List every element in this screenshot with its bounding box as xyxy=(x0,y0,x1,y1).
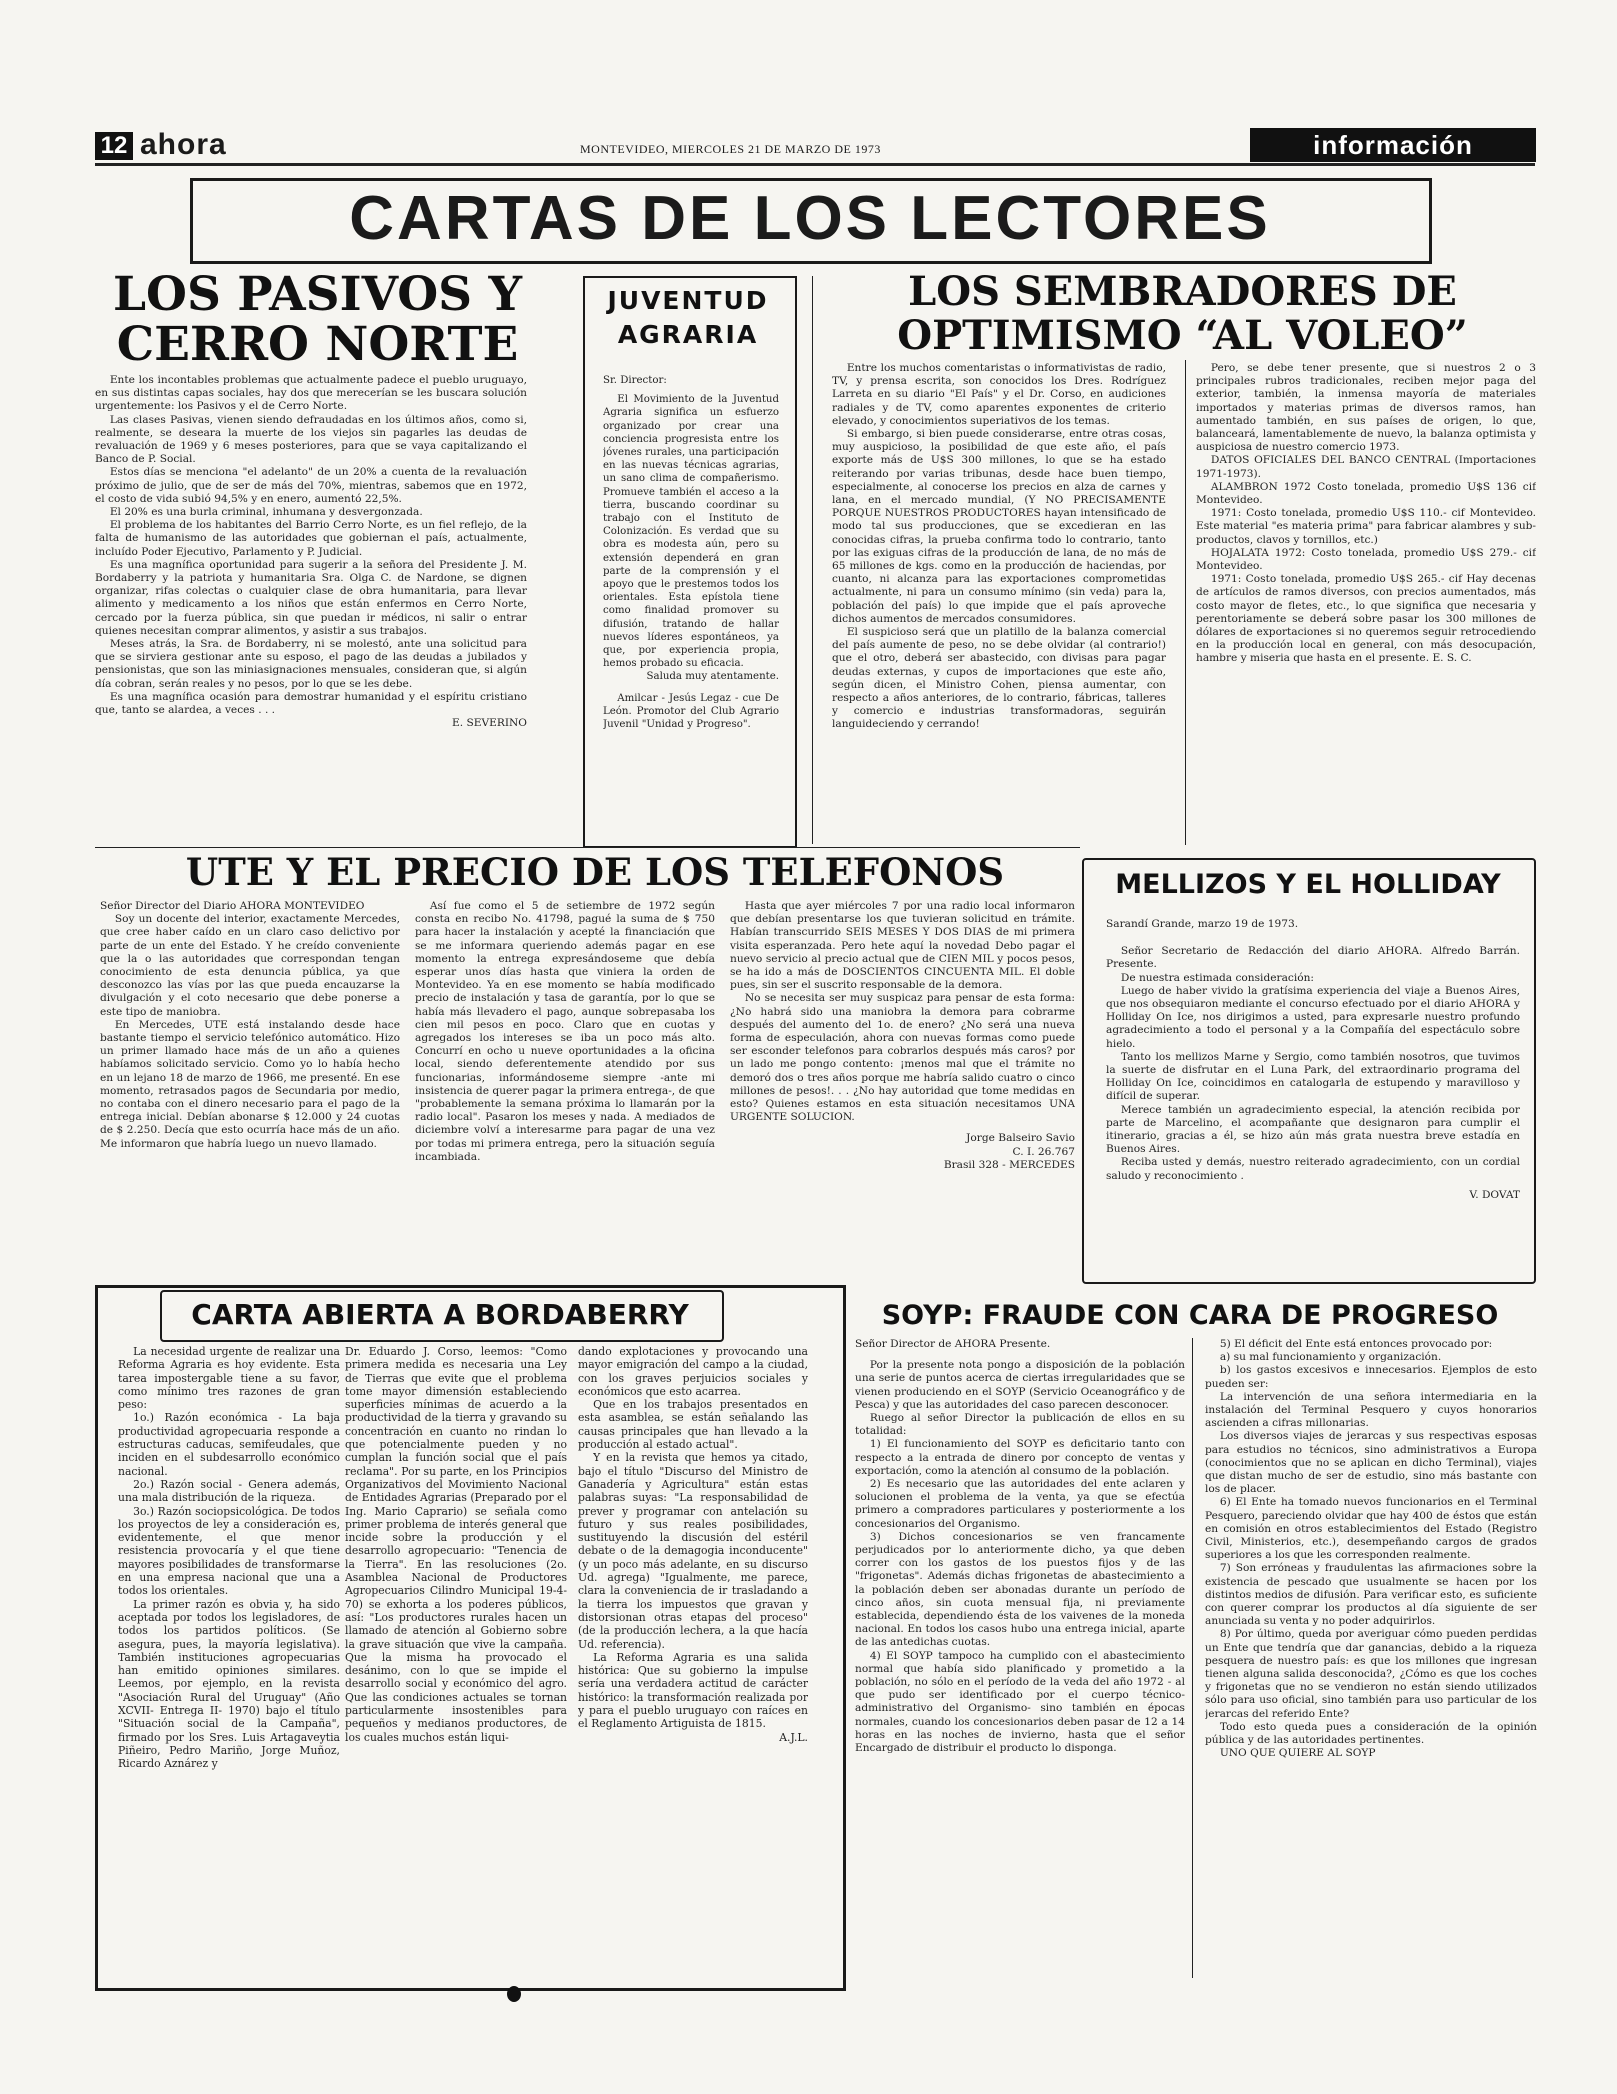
mellizos-body xyxy=(1106,918,1520,1273)
carta-abierta-paragraph: Que en los trabajos presentados en esta asamblea, se están señalando las causas principales que han llevado a la producción al estado actual". xyxy=(578,1398,808,1452)
carta-abierta-paragraph: La necesidad urgente de realizar una Reforma Agraria es hoy evidente. Esta tarea impostergable tiene a su favor, como mínimo tres razones de gran peso: xyxy=(118,1345,340,1412)
ute-body-col3 xyxy=(730,900,1075,1295)
column-divider xyxy=(1192,1338,1193,1978)
ute-headline: UTE Y EL PRECIO DE LOS TELEFONOS xyxy=(185,850,1005,894)
mellizos-headline: MELLIZOS Y EL HOLLIDAY xyxy=(1115,869,1501,900)
soyp-paragraph: 3) Dichos concesionarios se ven francamente perjudicados por lo anteriormente dicho, ya que deben correr con los gastos de los puestos fijos y de las "frigonetas". Además dichas frigonetas de abastecimiento a la población deben ser abonadas durante un período de cinco años, sin cuota mensual fija, ni previamente establecida, dependiendo ésta de los vaivenes de la moneda nacional. En todos los casos hubo una entrega inicial, aparte de las antedichas cuotas. xyxy=(855,1530,1185,1649)
mellizos-signature: V. DOVAT xyxy=(1469,1188,1520,1201)
juventud-body xyxy=(603,374,779,834)
soyp-paragraph: 8) Por último, queda por averiguar cómo pueden perdidas un Ente que tendría que dar ganancias, debido a la riqueza pesquera de nuestro país: es que los millones que ingresan tienen alguna salida desconocida?, ¿Cómo es que los coches y frigonetas que no se vendieron no están siendo utilizados sólo para uso oficial, sino también para uso particular de los jerarcas del referido Ente? xyxy=(1205,1628,1537,1720)
juventud-greeting: Sr. Director: xyxy=(603,375,667,386)
column-divider xyxy=(1185,360,1186,845)
soyp-paragraph: 5) El déficit del Ente está entonces provocado por: xyxy=(1219,1338,1493,1350)
sembradores-paragraph: El suspicioso será que un platillo de la balanza comercial del país aumente de peso, no se debe olvidar (al contrario!) que el otro, deberá ser abastecido, con divisas para pagar deudas externas, y cupos de importaciones que este año, según dicen, el Ministro Cohen, piensa aumentar, con respecto a años anteriores, de lo contrario, fábricas, talleres y comercio e industrias transformadoras, seguirán languideciendo y cerrando! xyxy=(832,626,1166,731)
carta-abierta-paragraph: Dr. Eduardo J. Corso, leemos: "Como primera medida es necesaria una Ley de Tierras que evite que el problema tome mayor dimensión estableciendo superficies mínimas de acuerdo a la productividad de la tierra y gravando su concentración en cuanto no rindan lo que potencialmente pueden y no cumplan la función social que el país reclama". Por su parte, en los Principios Organizativos del Movimiento Nacional de Entidades Agrarias (Preparado por el Ing. Mario Caprario) se señala como primer problema de interés general que incide sobre la producción y el desarrollo agropecuario: "Tenencia de la Tierra". En las resoluciones (2o. Asamblea Nacional de Productores Agropecuarios Cilindro Municipal 19-4-70) se exhorta a los poderes públicos, así: "Los productores rurales hacen un llamado de atención al Gobierno sobre la grave situación que vive la campaña. Que la misma ha provocado el desánimo, con lo que se impide el desarrollo social y económico del agro. Que las condiciones actuales se tornan particularmente insostenibles para pequeños y medianos productores, de los cuales muchos están liqui- xyxy=(345,1345,567,1744)
ute-signature-name: Jorge Balseiro Savio xyxy=(966,1132,1075,1145)
soyp-salutation: Señor Director de AHORA Presente. xyxy=(855,1338,1051,1350)
carta-abierta-col3 xyxy=(578,1345,808,1975)
carta-abierta-paragraph: Y en la revista que hemos ya citado, bajo el título "Discurso del Ministro de Ganadería y Agricultura" están estas palabras suyas: "La responsabilidad de prever y programar con antelación su futuro y sus reales posibilidades, sustituyendo la discusión del estéril debate o de la demagogia inconducente" (y un poco más adelante, en su discurso Ud. agrega) "Igualmente, me parece, clara la conveniencia de ir trasladando a la tierra los impuestos que gravan y distorsionan otras etapas del proceso" (de la producción lechera, a la que hacía Ud. referencia). xyxy=(578,1451,808,1651)
carta-abierta-headline: CARTA ABIERTA A BORDABERRY xyxy=(191,1298,689,1331)
soyp-paragraph: 6) El Ente ha tomado nuevos funcionarios en el Terminal Pesquero, pareciendo olvidar que hay 400 de éstos que están en comisión en otros establecimientos del Estado (Registro Civil, Ministerios, etc.), desempeñando cargos de grados superiores a los que les corresponden realmente. xyxy=(1205,1496,1537,1562)
soyp-headline: SOYP: FRAUDE CON CARA DE PROGRESO xyxy=(881,1300,1499,1331)
sembradores-paragraph: 1971: Costo tonelada, promedio U$S 110.- cif Montevideo. Este material "es materia prima" para fabricar alambres y sub-productos, clavos y tornillos, etc.) xyxy=(1196,507,1536,546)
sembradores-body-left xyxy=(832,362,1166,848)
pasivos-paragraph: El 20% es una burla criminal, inhumana y desvergonzada. xyxy=(109,506,423,519)
carta-abierta-paragraph: dando explotaciones y provocando una mayor emigración del campo a la ciudad, con los graves perjuicios sociales y económicos que esto acarrea. xyxy=(578,1345,808,1398)
sembradores-paragraph: HOJALATA 1972: Costo tonelada, promedio U$S 279.- cif Montevideo. xyxy=(1196,546,1536,573)
page-number: 12 xyxy=(95,132,133,160)
sembradores-paragraph: Pero, se debe tener presente, que si nuestros 2 o 3 principales rubros tradicionales, reciben mejor paga del exterior, también, la inmensa mayoría de materiales importados y materias primas de diversos ramos, han aumentado también, en sus países de origen, lo que, balanceará, lamentablemente de nuevo, la balanza optimista y auspiciosa de nuestro comercio 1973. xyxy=(1196,362,1536,454)
soyp-paragraph: UNO QUE QUIERE AL SOYP xyxy=(1219,1747,1376,1760)
carta-abierta-paragraph: La primer razón es obvia y, ha sido aceptada por todos los legisladores, de todos los partidos políticos. (Se asegura, pues, la mayoría legislativa). También instituciones agropecuarias han emitido opiniones similares. Leemos, por ejemplo, en la revista "Asociación Rural del Uruguay" (Año XCVII- Entrega II- 1970) bajo el título "Situación social de la Campaña", firmado por los Sres. Luis Artagaveytia Piñeiro, Pedro Mariño, Jorge Muñoz, Ricardo Aznárez y xyxy=(118,1597,340,1771)
ute-paragraph: Así fue como el 5 de setiembre de 1972 según consta en recibo No. 41798, pagué la suma de $ 750 para hacer la instalación y acepté la financiación que se me informara queriendo además pagar en ese momento la entrega expresándoseme que debía esperar unos días hasta que viniera la orden de Montevideo. Ya en ese momento se había modificado precio de instalación y tasa de garantía, por lo que se había más llevadero el pago, aunque sobrepasaba los cien mil pesos en poco. Claro que en cuotas y agregados los intereses se iba un poco más alto. Concurrí en ocho u nueve oportunidades a la oficina local, siendo deferentemente atendido por sus funcionarias, informándoseme siempre -ante mi insistencia de querer pagar la primera entrega-, de que "probablemente la semana próxima lo llamarán por la radio local". Pasaron los meses y nada. A mediados de diciembre volví a interesarme para pagar de una vez por todas mi primera entrega, pero la situación seguía incambiada. xyxy=(415,900,715,1163)
pasivos-paragraph: Meses atrás, la Sra. de Bordaberry, ni se molestó, ante una solicitud para que se sirviera gestionar ante su esposo, el pago de las deudas a jubilados y pensionistas, que son las miniasignaciones mensuales, consideran que, si algún día cobran, serán reales y no pesos, por lo que se les debe. xyxy=(95,638,527,690)
mellizos-dateline: Sarandí Grande, marzo 19 de 1973. xyxy=(1106,918,1299,930)
carta-abierta-col2 xyxy=(345,1345,567,1975)
juventud-paragraph: El Movimiento de la Juventud Agraria significa un esfuerzo organizado por crear una conciencia progresista entre los jóvenes rurales, una participación en las nuevas técnicas agrarias, un sano clima de compañerismo. Promueve también el acceso a la tierra, buscando coordinar su trabajo con el Instituto de Colonización. Es verdad que su obra es modesta aún, pero su extensión dependerá en gran parte de la comprensión y el apoyo que le prestemos todos los orientales. Esta epístola tiene como finalidad promover su difusión, tratando de hallar nuevos líderes espontáneos, ya que, por experiencia propia, hemos probado su eficacia. xyxy=(603,394,779,670)
sembradores-paragraph: Si embargo, si bien puede considerarse, entre otras cosas, muy auspicioso, la posibilidad de que este año, el país exporte más de U$S 300 millones, lo que se ha estado reiterando por varias tribunas, desde hace buen tiempo, especialmente, al conocerse los precios en alza de carnes y lana, en el mercado mundial, (Y NO PRECISAMENTE PORQUE NUESTROS PRODUCTORES hayan intensificado de modo tal sus producciones, que se excedieran en las conocidas cifras, la prueba confirma todo lo contrario, tanto por las exiguas cifras de la producción de lana, de no más de 65 millones de kgs. como en la producción de haciendas, por cuanto, ni alcanza para las exportaciones comprometidas actualmente, ni para un consumo mínimo (sin veda) para la, población del país) lo que impide que el país aproveche dichos aumentos de mercados consumidores. xyxy=(832,428,1166,625)
pasivos-headline: LOS PASIVOS Y CERRO NORTE xyxy=(112,267,523,372)
sembradores-paragraph: 1971: Costo tonelada, promedio U$S 265.- cif Hay decenas de artículos de ramos diversos, con precios aumentados, más costo mayor de fletes, etc., lo que significa que necesaria y perentoriamente se deberá sobre pasar los 300 millones de dólares de exportaciones si no queremos seguir retrocediendo en la producción local en general, con más desocupación, hambre y miseria que hasta en el presente. E. S. C. xyxy=(1196,573,1536,665)
issue-date: MONTEVIDEO, MIERCOLES 21 DE MARZO DE 1973 xyxy=(580,142,881,156)
soyp-paragraph: b) los gastos excesivos e innecesarios. Ejemplos de esto pueden ser: xyxy=(1205,1364,1537,1390)
juventud-headline: JUVENTUD AGRARIA xyxy=(607,286,769,349)
ute-paragraph: En Mercedes, UTE está instalando desde hace bastante tiempo el servicio telefónico automático. Hizo un primer llamado hace más de un año a quienes habíamos solicitado servicio. Como yo lo había hecho en un lejano 18 de marzo de 1966, me presenté. En ese momento, retrasados pagos de Secundaria por medio, no contaba con el dinero necesario para el pago de la entrega inicial. Debían abonarse $ 12.000 y 24 cuotas de $ 2.250. Decía que esto ocurría hace más de un año. Me informaron que habría luego un nuevo llamado. xyxy=(100,1018,400,1150)
mellizos-paragraph: Reciba usted y demás, nuestro reiterado agradecimiento, con un cordial saludo y reconocimiento . xyxy=(1106,1156,1520,1182)
sembradores-body-right xyxy=(1196,362,1536,848)
ute-paragraph: No se necesita ser muy suspicaz para pensar de esta forma: ¿No habrá sido una maniobra la demora para cobrarme después del aumento del 1o. de enero? ¿No será una nueva forma de especulación, ahora con nuevas formas como puede ser esconder telefonos para cobrarlos después más caros? por un lado me pongo contento: ¡menos mal que el trámite no demoró dos o tres años porque me habría salido cuatro o cinco millones de pesos!. . . ¿No hay autoridad que tome medidas en esto? Quienes estamos en esta situación necesitamos UNA URGENTE SOLUCION. xyxy=(730,992,1075,1124)
soyp-paragraph: Ruego al señor Director la publicación de ellos en su totalidad: xyxy=(855,1412,1185,1438)
soyp-paragraph: 2) Es necesario que las autoridades del ente aclaren y solucionen el problema de la venta, ya que se efectúa primero a compradores particulares y posteriormente a los concesionarios del Organismo. xyxy=(855,1478,1185,1530)
ute-body-col1 xyxy=(100,900,400,1295)
newspaper-logo: ahora xyxy=(140,128,227,161)
pasivos-paragraph: Estos días se menciona "el adelanto" de un 20% a cuenta de la revaluación próximo de julio, que de ser de más del 70%, mientras, sabemos que en 1972, el costo de vida subió 94,5% y en enero, aumentó 22,5%. xyxy=(95,466,527,505)
pasivos-paragraph: Es una magnífica ocasión para demostrar humanidad y el espíritu cristiano que, tanto se alardea, a veces . . . xyxy=(95,690,527,717)
soyp-paragraph: Todo esto queda pues a consideración de la opinión pública y de las autoridades pertinentes. xyxy=(1205,1720,1537,1747)
pasivos-paragraph: Ente los incontables problemas que actualmente padece el pueblo uruguayo, en sus distintas capas sociales, hay dos que merecerían se les buscara solución urgentemente: los Pasivos y el de Cerro Norte. xyxy=(95,374,527,413)
soyp-paragraph: 4) El SOYP tampoco ha cumplido con el abastecimiento normal que había sido planificado y prometido a la población, no sólo en el período de la veda del año 1972 - al que pudo ser identificado por el cuerpo técnico-administrativo del Organismo- sino también en épocas normales, cuando los concesionarios deben pasar de 12 a 14 horas en las noches de invierno, hasta que el señor Encargado de distribuir el producto lo disponga. xyxy=(855,1649,1185,1755)
carta-abierta-paragraph: 1o.) Razón económica - La baja productividad agropecuaria responde a estructuras caducas, semifeudales, que inciden en el subdesarrollo económico nacional. xyxy=(118,1411,340,1478)
carta-abierta-col1 xyxy=(118,1345,340,1975)
carta-abierta-signature: A.J.L. xyxy=(779,1730,808,1744)
soyp-paragraph: 7) Son erróneas y fraudulentas las afirmaciones sobre la existencia de pescado que usualmente se hacen por los distintos medios de difusión. Para verificar esto, es suficiente con querer comprar los productos al día siguiente de ser anunciada su venta y no poder adquirirlos. xyxy=(1205,1562,1537,1628)
header-rule xyxy=(95,163,1535,166)
carta-abierta-paragraph: La Reforma Agraria es una salida histórica: Que su gobierno la impulse sería una verdadera actitud de carácter histórico: la transformación realizada por y para el pueblo uruguayo con raíces en el Reglamento Artiguista de 1815. xyxy=(578,1650,808,1731)
ute-signature-address: Brasil 328 - MERCEDES xyxy=(943,1158,1075,1171)
pasivos-signature: E. SEVERINO xyxy=(452,717,527,730)
mellizos-paragraph: Merece también un agradecimiento especial, la atención recibida por parte de Marcelino, el acompañante que designaron para cumplir el itinerario, gracias a él, se hizo aún más grata nuestra breve estadía en Buenos Aires. xyxy=(1106,1103,1520,1156)
section-divider xyxy=(95,847,1080,848)
juventud-closing: Saluda muy atentamente. xyxy=(646,671,779,683)
ute-salutation: Señor Director del Diario AHORA MONTEVIDEO xyxy=(100,900,365,912)
juventud-signature: Amilcar - Jesús Legaz - cue De León. Promotor del Club Agrario Juvenil "Unidad y Progreso". xyxy=(603,692,779,731)
carta-abierta-paragraph: 2o.) Razón social - Genera además, una mala distribución de la riqueza. xyxy=(118,1477,340,1505)
ink-blot-icon xyxy=(507,1986,521,2002)
mellizos-paragraph: De nuestra estimada consideración: xyxy=(1120,971,1314,984)
soyp-col1 xyxy=(855,1338,1185,1983)
sembradores-paragraph: DATOS OFICIALES DEL BANCO CENTRAL (Importaciones 1971-1973). xyxy=(1196,454,1536,480)
main-title: CARTAS DE LOS LECTORES xyxy=(349,184,1271,253)
soyp-paragraph: Por la presente nota pongo a disposición de la población una serie de puntos acerca de ciertas irregularidades que se vienen produciendo en el SOYP (Servicio Oceanográfico y de Pesca) y que las autoridades del caso parecen desconocer. xyxy=(855,1359,1185,1411)
pasivos-body xyxy=(95,374,527,844)
ute-signature-id: C. I. 26.767 xyxy=(1012,1145,1075,1158)
ute-body-col2 xyxy=(415,900,715,1295)
sembradores-paragraph: ALAMBRON 1972 Costo tonelada, promedio U$S 136 cif Montevideo. xyxy=(1196,480,1536,507)
soyp-paragraph: La intervención de una señora intermediaria en la instalación del Terminal Pesquero y cuyos honorarios ascienden a cifras millonarias. xyxy=(1205,1390,1537,1430)
mellizos-salutation: Señor Secretario de Redacción del diario AHORA. Alfredo Barrán. Presente. xyxy=(1106,945,1520,971)
mellizos-paragraph: Luego de haber vivido la gratísima experiencia del viaje a Buenos Aires, que nos obsequiaron mediante el concurso efectuado por el diario AHORA y Holliday On Ice, nos dirigimos a usted, para expresarle nuestro profundo agradecimiento a todo el personal y a la Compañía del espectáculo sobre hielo. xyxy=(1106,984,1520,1050)
soyp-paragraph: 1) El funcionamiento del SOYP es deficitario tanto con respecto a la entrada de dinero por concepto de ventas y exportación, como la atención al consumo de la población. xyxy=(855,1438,1185,1477)
pasivos-paragraph: Es una magnífica oportunidad para sugerir a la señora del Presidente J. M. Bordaberry y la patriota y humanitaria Sra. Olga C. de Nardone, se dignen organizar, rifas colectas o cualquier clase de obra humanitaria, para llevar alimento y medicamento a los niños que están enfermos en Cerro Norte, cercado por la fuerza pública, sin que puedan ir médicos, ni salir o entrar quienes necesitan comprar alimentos, y asistir a sus trabajos. xyxy=(95,558,527,637)
sembradores-paragraph: Entre los muchos comentaristas o informativistas de radio, TV, y prensa escrita, son conocidos los Dres. Rodríguez Larreta en su diario "El País" y el Dr. Corso, en audiciones radiales y de TV, como aparentes exponentes de criterio elevado, y conocimientos superiativos de los temas. xyxy=(832,362,1166,427)
soyp-paragraph: Los diversos viajes de jerarcas y sus respectivas esposas para estudios no técnicos, sino administrativos a Europa (conocimientos que no se aplican en dicho Terminal), viajes que distan mucho de ser de estudio, sino más bastante con los de placer. xyxy=(1205,1430,1537,1496)
ute-paragraph: Soy un docente del interior, exactamente Mercedes, que cree haber caído en un claro caso delictivo por parte de un ente del Estado. Y he creído conveniente que la o las autoridades que correspondan tengan conocimiento de esta denuncia pública, ya que desconozco las vías por las que pueda encauzarse la divulgación y el coto necesario que debe ponerse a este tipo de maniobra. xyxy=(100,913,400,1018)
section-label: información xyxy=(1250,128,1536,162)
carta-abierta-paragraph: 3o.) Razón sociopsicológica. De todos los proyectos de ley a consideración es, evidentemente, el que menor resistencia provocaría y el que tiene mayores posibilidades de transformarse en una empresa nacional que una a todos los orientales. xyxy=(118,1504,340,1598)
soyp-paragraph: a) su mal funcionamiento y organización. xyxy=(1219,1351,1442,1364)
pasivos-paragraph: El problema de los habitantes del Barrio Cerro Norte, es un fiel reflejo, de la falta de humanismo de las autoridades que gobiernan el país, actualmente, incluído Poder Ejecutivo, Parlamento y P. Judicial. xyxy=(95,519,527,558)
soyp-col2 xyxy=(1205,1338,1537,2038)
mellizos-paragraph: Tanto los mellizos Marne y Sergio, como también nosotros, que tuvimos la suerte de disfrutar en el Luna Park, del extraordinario programa del Holliday On Ice, coincidimos en catalogarla de estupendo y maravilloso y difícil de superar. xyxy=(1106,1050,1520,1103)
sembradores-headline: LOS SEMBRADORES DE OPTIMISMO “AL VOLEO” xyxy=(897,268,1468,359)
column-divider xyxy=(812,276,813,844)
ute-paragraph: Hasta que ayer miércoles 7 por una radio local informaron que debían presentarse los que tuvieran solicitud en trámite. Habían transcurrido SEIS MESES Y DOS DIAS de mi primera visita esperanzada. Pero hete aquí la novedad Debo pagar el nuevo servicio al precio actual que de CIEN MIL y pocos pesos, se ha ido a más de DOSCIENTOS CINCUENTA MIL. El doble pues, sin ser el suscrito responsable de la demora. xyxy=(730,900,1075,992)
pasivos-paragraph: Las clases Pasivas, vienen siendo defraudadas en los últimos años, como si, realmente, se deseara la muerte de los viejos sin pagarles las deudas de revaluación de 1969 y 6 meses posteriores, para que se vaya capitalizando el Banco de P. Social. xyxy=(95,413,527,466)
